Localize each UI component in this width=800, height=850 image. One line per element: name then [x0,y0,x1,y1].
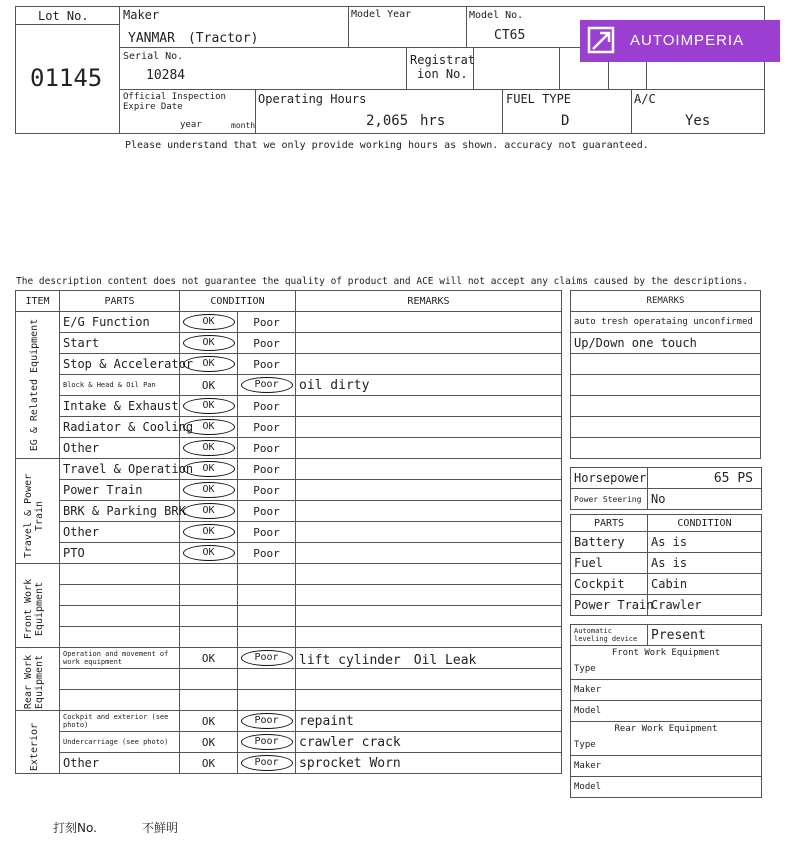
ok-option [180,669,238,690]
header-remarks: REMARKS [296,291,562,312]
table-row [16,396,562,417]
poor-option [238,312,296,333]
inspection-table [15,290,562,774]
table-row [16,501,562,522]
table-row [16,438,562,459]
inspection-label-1: Official Inspection [123,92,226,102]
poor-label: Poor [253,315,280,329]
table-row [16,606,562,627]
model-no-value: CT65 [494,28,526,43]
poor-option [238,459,296,480]
ok-label: OK [183,461,235,477]
poor-label: Poor [253,483,280,497]
poor-label: Poor [253,399,280,413]
remarks-row [571,396,761,417]
table-row [16,690,562,711]
ok-option [180,333,238,354]
poor-label: Poor [253,357,280,371]
part-name: Other [60,753,180,774]
remark: lift cylinder Oil Leak [296,648,562,669]
poor-option [238,417,296,438]
poor-label: Poor [253,504,280,518]
part-name: Cockpit and exterior (see photo) [60,711,180,732]
ok-option [180,690,238,711]
part-name: Stop & Accelerator [60,354,180,375]
remarks-cell: Up/Down one touch [571,333,761,354]
remark [296,333,562,354]
front-type-field: Type [571,659,762,680]
ok-label: OK [183,356,235,372]
poor-option [238,648,296,669]
part-name: Undercarriage (see photo) [60,732,180,753]
poor-option [238,627,296,648]
serial-label: Serial No. [123,51,184,62]
part-name: Intake & Exhaust [60,396,180,417]
poor-label: Poor [253,462,280,476]
part-name: BRK & Parking BRK [60,501,180,522]
table-row [16,669,562,690]
part-condition: As is [648,553,762,574]
poor-option [238,753,296,774]
poor-option [238,690,296,711]
ok-option [180,711,238,732]
group-label-travel: Travel & Power Train [23,473,45,559]
table-row [16,648,562,669]
part-name [60,690,180,711]
ok-label: OK [183,335,235,351]
remark: repaint [296,711,562,732]
poor-label: Poor [253,441,280,455]
ac-label: A/C [634,92,656,106]
part-name: Travel & Operation [60,459,180,480]
poor-option [238,669,296,690]
logo-text: AUTOIMPERIA [630,32,745,49]
part-label: Cockpit [571,574,648,595]
front-model-field: Model [571,701,762,722]
part-label: Power Train [571,595,648,616]
autoimperia-logo [580,20,780,62]
power-steering-value: No [648,489,762,510]
ok-option [180,459,238,480]
parts-row [571,553,762,574]
table-row [16,522,562,543]
table-row [16,543,562,564]
part-name: Block & Head & Oil Pan [60,375,180,396]
year-label: year [180,120,202,130]
ok-label: OK [201,714,216,728]
group-label-exterior: Exterior [29,722,40,772]
poor-option [238,354,296,375]
rear-maker-field: Maker [571,756,762,777]
ok-option [180,648,238,669]
remark [296,669,562,690]
part-name: Start [60,333,180,354]
equipment-table [570,624,762,798]
front-maker-field: Maker [571,680,762,701]
table-row [16,375,562,396]
parts-row [571,574,762,595]
remark [296,564,562,585]
part-condition: Crawler [648,595,762,616]
horsepower-value: 65 PS [648,468,762,489]
leveling-label: Automatic leveling device [571,625,648,646]
poor-option [238,732,296,753]
inspection-label-2: Expire Date [123,102,183,112]
ok-option [180,753,238,774]
remarks-cell [571,375,761,396]
condition-header: CONDITION [648,515,762,532]
table-row [16,753,562,774]
poor-label: Poor [241,713,293,729]
remarks-header: REMARKS [571,291,761,312]
rear-model-field: Model [571,777,762,798]
ok-option [180,522,238,543]
ok-option [180,354,238,375]
part-label: Fuel [571,553,648,574]
remark [296,522,562,543]
ok-label: OK [183,440,235,456]
remarks-row [571,417,761,438]
hours-value: 2,065 [366,113,409,129]
part-name: E/G Function [60,312,180,333]
table-row [16,711,562,732]
ok-label: OK [183,419,235,435]
remark [296,585,562,606]
hours-note: Please understand that we only provide working hours as shown. accuracy not guaranteed. [125,140,649,151]
remark [296,354,562,375]
ok-label: OK [201,735,216,749]
poor-option [238,333,296,354]
rear-work-header: Rear Work Equipment [571,722,762,736]
ok-label: OK [201,756,216,770]
ok-option [180,501,238,522]
part-name [60,669,180,690]
hours-label: Operating Hours [258,92,367,106]
parts-header: PARTS [571,515,648,532]
horsepower-table [570,467,762,510]
part-condition: Cabin [648,574,762,595]
remark [296,417,562,438]
poor-option [238,480,296,501]
table-row [16,312,562,333]
table-row [16,459,562,480]
logo-mark-icon [587,25,615,55]
poor-option [238,543,296,564]
leveling-value: Present [648,625,762,646]
remark [296,396,562,417]
header-condition: CONDITION [180,291,296,312]
ok-option [180,396,238,417]
poor-option [238,375,296,396]
table-header-row [16,291,562,312]
group-label-front: Front Work Equipment [23,578,45,640]
poor-label: Poor [241,650,293,666]
ok-label: OK [183,503,235,519]
remarks-row [571,438,761,459]
hours-unit: hrs [420,113,446,129]
poor-option [238,711,296,732]
group-label-rear: Rear Work Equipment [23,654,45,710]
registration-label-1: Registrat [410,53,476,67]
ac-value: Yes [685,113,711,129]
poor-label: Poor [253,336,280,350]
poor-label: Poor [253,525,280,539]
remark [296,501,562,522]
remark: crawler crack [296,732,562,753]
front-work-header: Front Work Equipment [571,646,762,660]
stamp-number-label: 打刻No. [53,821,97,835]
header-item: ITEM [16,291,60,312]
model-year-label: Model Year [351,9,412,20]
table-row [16,585,562,606]
table-row [16,333,562,354]
fuel-type-value: D [561,113,570,129]
remark [296,606,562,627]
poor-option [238,396,296,417]
ok-option [180,438,238,459]
poor-label: Poor [253,546,280,560]
poor-option [238,501,296,522]
part-condition: As is [648,532,762,553]
remarks-cell: auto tresh operataing unconfirmed [571,312,761,333]
remark [296,543,562,564]
part-name: Operation and movement of work equipment [60,648,180,669]
part-name: Other [60,522,180,543]
remarks-row [571,312,761,333]
ok-option [180,375,238,396]
remarks-cell [571,438,761,459]
ok-label: OK [201,651,216,665]
part-name: PTO [60,543,180,564]
table-row [16,564,562,585]
table-row [16,417,562,438]
remarks-row [571,375,761,396]
disclaimer: The description content does not guarantee the quality of product and ACE will not accept any claims caused by the descriptions. [16,276,749,287]
remark: oil dirty [296,375,562,396]
poor-label: Poor [241,755,293,771]
header-parts: PARTS [60,291,180,312]
ok-label: OK [183,545,235,561]
remarks-table [570,290,761,459]
remarks-cell [571,417,761,438]
fuel-type-label: FUEL TYPE [506,92,572,106]
remarks-row [571,333,761,354]
poor-option [238,438,296,459]
stamp-number-value: 不鮮明 [142,821,179,835]
remark [296,312,562,333]
poor-option [238,585,296,606]
ok-label: OK [201,378,216,392]
maker-label: Maker [123,8,160,22]
ok-option [180,564,238,585]
part-name [60,585,180,606]
ok-option [180,312,238,333]
month-label: month [231,121,256,130]
parts-condition-table [570,514,762,616]
remarks-cell [571,354,761,375]
power-steering-label: Power Steering [571,489,648,510]
table-row [16,627,562,648]
table-row [16,732,562,753]
ok-label: OK [183,524,235,540]
poor-label: Poor [241,377,293,393]
ok-option [180,543,238,564]
remark [296,480,562,501]
remark [296,627,562,648]
part-name [60,627,180,648]
parts-row [571,532,762,553]
ok-label: OK [183,398,235,414]
remarks-row [571,354,761,375]
ok-option [180,585,238,606]
poor-option [238,564,296,585]
part-name: Power Train [60,480,180,501]
ok-option [180,732,238,753]
part-name: Radiator & Cooling [60,417,180,438]
table-row [16,354,562,375]
remark [296,438,562,459]
maker-value: YANMAR (Tractor) [128,31,259,46]
group-label-eg: EG & Related Equipment [29,318,40,452]
part-name [60,606,180,627]
part-name: Other [60,438,180,459]
parts-row [571,595,762,616]
lot-number: 01145 [30,64,103,92]
remark: sprocket Worn [296,753,562,774]
poor-option [238,522,296,543]
ok-option [180,627,238,648]
poor-option [238,606,296,627]
model-no-label: Model No. [469,10,524,21]
lot-label: Lot No. [38,9,89,23]
poor-label: Poor [253,420,280,434]
horsepower-label: Horsepower [571,468,648,489]
serial-value: 10284 [146,68,186,83]
ok-label: OK [183,482,235,498]
remarks-cell [571,396,761,417]
part-name [60,564,180,585]
table-row [16,480,562,501]
remark [296,459,562,480]
ok-option [180,417,238,438]
remark [296,690,562,711]
ok-label: OK [183,314,235,330]
poor-label: Poor [241,734,293,750]
ok-option [180,480,238,501]
rear-type-field: Type [571,735,762,756]
ok-option [180,606,238,627]
part-label: Battery [571,532,648,553]
registration-label-2: ion No. [417,67,468,81]
